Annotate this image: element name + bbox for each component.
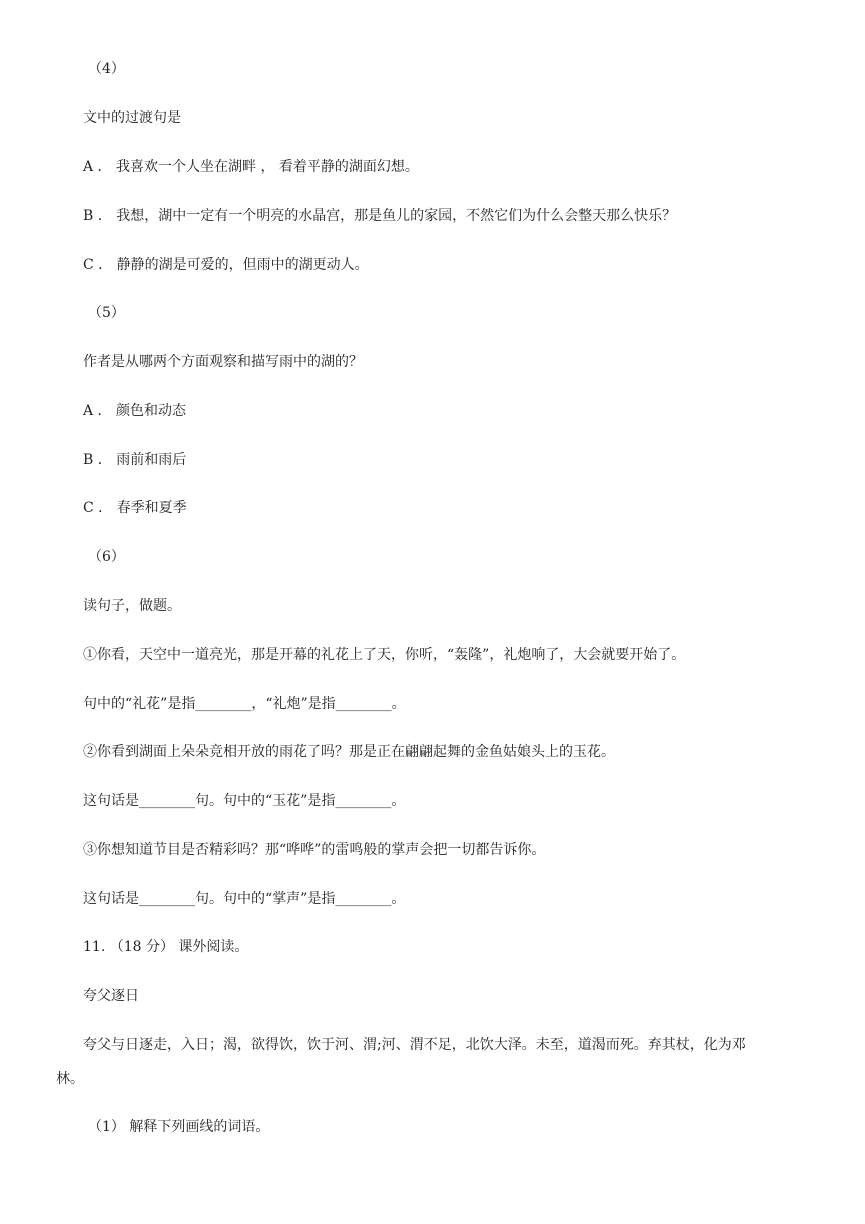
- question-4-option-a: A ． 我喜欢一个人坐在湖畔 ， 看着平静的湖面幻想。: [83, 159, 419, 175]
- question-5-prompt: 作者是从哪两个方面观察和描写雨中的湖的？: [83, 354, 363, 370]
- question-4-prompt: 文中的过渡句是: [83, 110, 181, 126]
- question-11-header: 11. （18 分） 课外阅读。: [83, 939, 249, 955]
- passage-title: 夸父逐日: [83, 988, 139, 1004]
- passage-line-1: 夸父与日逐走，入日；渴，欲得饮，饮于河、渭;河、渭不足，北饮大泽。未至，道渴而死。弃其杖，化为邓: [83, 1037, 746, 1053]
- sentence-1: ①你看，天空中一道亮光，那是开幕的礼花上了天，你听，“轰隆”，礼炮响了，大会就要开始了。: [83, 647, 686, 663]
- question-5-option-c: C ． 春季和夏季: [83, 500, 187, 516]
- sentence-2-task: 这句话是________句。句中的“玉花”是指________。: [83, 793, 406, 809]
- question-4-option-c: C ． 静静的湖是可爱的，但雨中的湖更动人。: [83, 257, 369, 273]
- question-6-prompt: 读句子，做题。: [83, 598, 181, 614]
- sub-question-1: （1） 解释下列画线的词语。: [88, 1119, 270, 1135]
- sentence-3: ③你想知道节目是否精彩吗？那“哗哗”的雷鸣般的掌声会把一切都告诉你。: [83, 842, 546, 858]
- question-5-number: （5）: [88, 305, 125, 321]
- passage-line-2: 林。: [56, 1071, 84, 1087]
- question-4-option-b: B ． 我想，湖中一定有一个明亮的水晶宫，那是鱼儿的家园，不然它们为什么会整天那么快乐？: [83, 208, 677, 224]
- sentence-1-task: 句中的“礼花”是指________，“礼炮”是指________。: [83, 696, 406, 712]
- question-6-number: （6）: [88, 549, 125, 565]
- sentence-3-task: 这句话是________句。句中的“掌声”是指________。: [83, 891, 406, 907]
- sentence-2: ②你看到湖面上朵朵竞相开放的雨花了吗？那是正在翩翩起舞的金鱼姑娘头上的玉花。: [83, 744, 615, 760]
- question-5-option-a: A ． 颜色和动态: [83, 403, 187, 419]
- question-4-number: （4）: [88, 61, 125, 77]
- question-5-option-b: B ． 雨前和雨后: [83, 452, 187, 468]
